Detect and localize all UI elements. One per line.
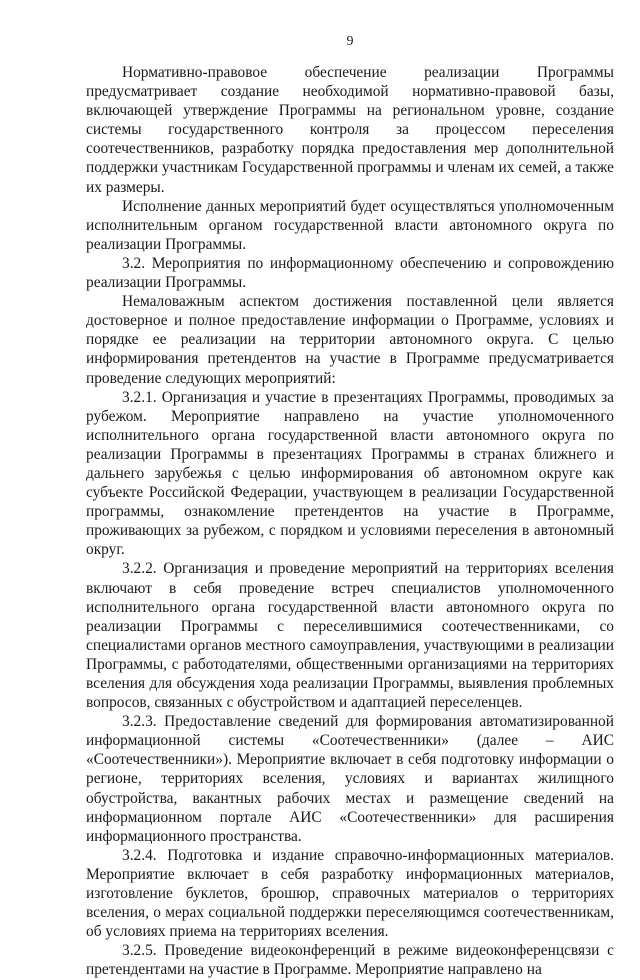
paragraph-information-aspect: Немаловажным аспектом достижения поставленной цели является достоверное и полное предоставление информации о Программе, условиях и порядке ее реализации на территории автономного округа. С целью информирования претендентов на участие в Программе предусматривается проведение следующих мероприятий: <box>86 293 614 387</box>
page-number: 9 <box>346 34 354 49</box>
section-heading-3-2: 3.2. Мероприятия по информационному обеспечению и сопровождению реализации Программы. <box>86 254 614 292</box>
paragraph-legal-framework: Нормативно-правовое обеспечение реализации Программы предусматривает создание необходимой нормативно-правовой базы, включающей утверждение Программы на региональном уровне, создание системы государственного контроля за процессом переселения соотечественников, разработку порядка предоставления мер дополнительной поддержки участникам Государственной программы и членам их семей, а также их размеры. <box>86 64 614 196</box>
paragraph-3-2-5: 3.2.5. Проведение видеоконференций в режиме видеоконференцсвязи с претендентами на участие в Программе. Мероприятие направлено на <box>86 942 614 979</box>
paragraph-3-2-2: 3.2.2. Организация и проведение мероприятий на территориях вселения включают в себя проведение встреч специалистов уполномоченного исполнительного органа государственной власти автономного округа по реализации Программы с переселившимися соотечественниками, со специалистами органов местного самоуправления, участвующими в реализации Программы, с работодателями, общественными организациями на территориях вселения для обсуждения хода реализации Программы, выявления проблемных вопросов, связанных с обустройством и адаптацией переселенцев. <box>86 560 614 712</box>
paragraph-3-2-1: 3.2.1. Организация и участие в презентациях Программы, проводимых за рубежом. Мероприятие направлено на участие уполномоченного исполнительного органа государственной власти автономного округа по реализации Программы в презентациях Программы в странах ближнего и дальнего зарубежья с целью информирования об автономном округе как субъекте Российской Федерации, участвующем в реализации Государственной программы, ознакомление претендентов на участие в Программе, проживающих за рубежом, с порядком и условиями переселения в автономный округ. <box>86 388 614 559</box>
paragraph-3-2-4: 3.2.4. Подготовка и издание справочно-информационных материалов. Мероприятие включает в себя разработку информационных материалов, изготовление буклетов, брошюр, справочных материалов о территориях вселения, о мерах социальной поддержки переселяющимся соотечественникам, об условиях приема на территориях вселения. <box>86 846 614 941</box>
paragraph-execution: Исполнение данных мероприятий будет осуществляться уполномоченным исполнительным органом государственной власти автономного округа по реализации Программы. <box>86 197 614 253</box>
document-page <box>86 34 614 980</box>
paragraph-3-2-3: 3.2.3. Предоставление сведений для формирования автоматизированной информационной системы «Соотечественники» (далее – АИС «Соотечественники»). Мероприятие включает в себя подготовку информации о регионе, территориях вселения, условиях и вариантах жилищного обустройства, вакантных рабочих местах и размещение сведений на информационном портале АИС «Соотечественники» для расширения информационного пространства. <box>86 713 614 845</box>
